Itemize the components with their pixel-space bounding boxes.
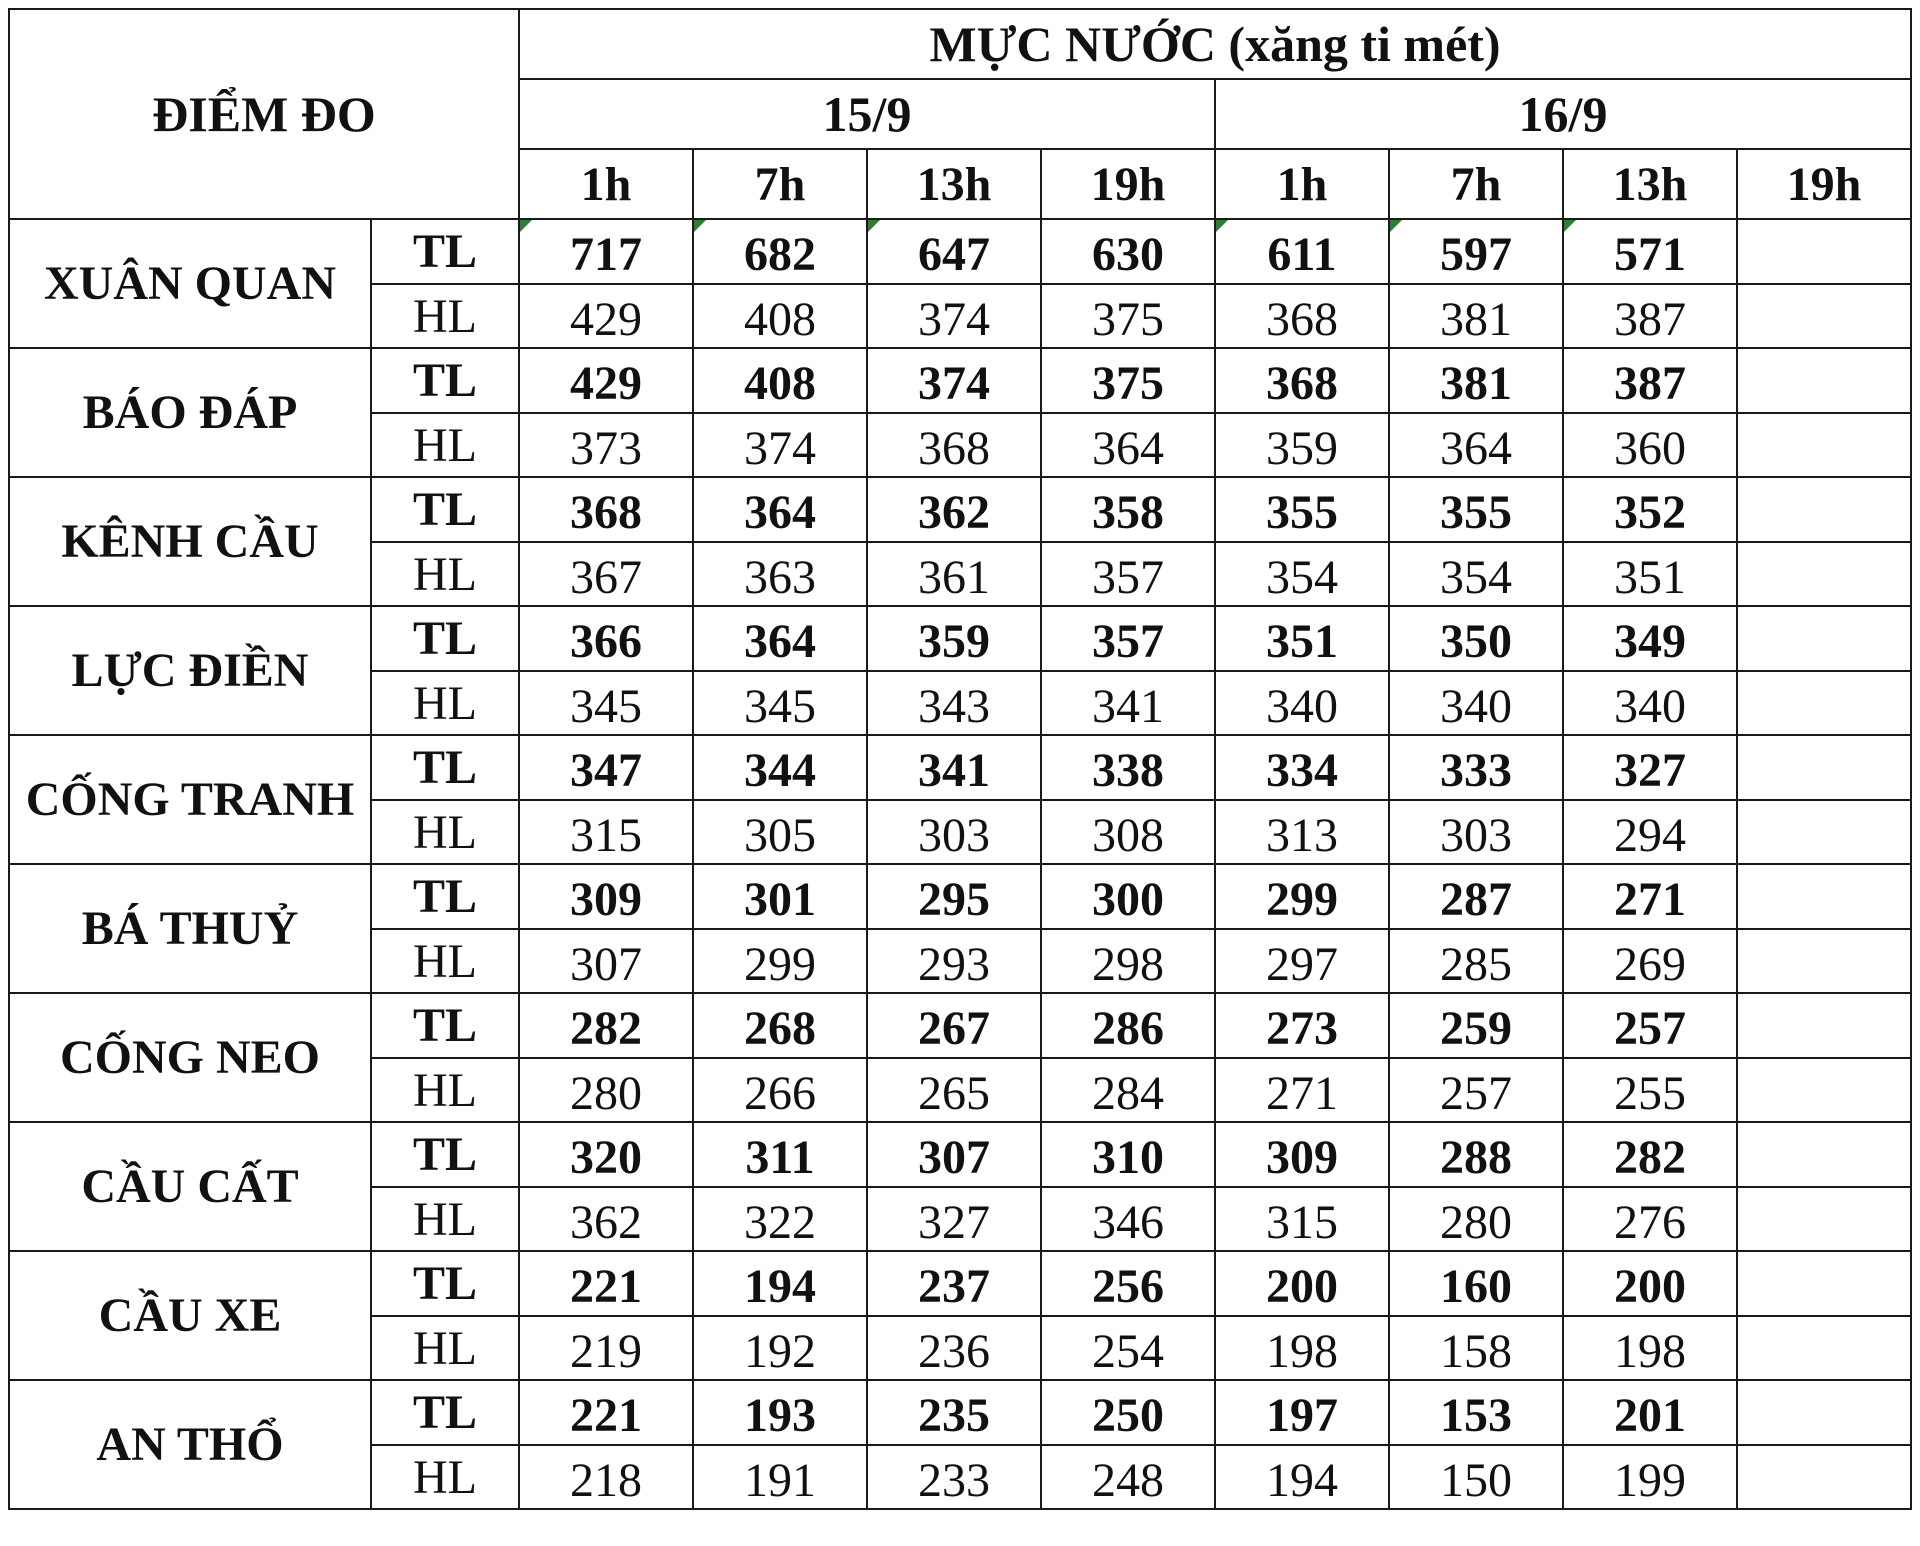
level-value: 193	[693, 1380, 867, 1445]
reading-type: TL	[371, 219, 519, 284]
level-value: 265	[867, 1058, 1041, 1122]
level-value: 374	[867, 284, 1041, 348]
station-name: BÁ THUỶ	[9, 864, 371, 993]
table-row	[9, 219, 1911, 284]
level-value: 199	[1563, 1445, 1737, 1509]
level-value: 362	[867, 477, 1041, 542]
level-value: 200	[1215, 1251, 1389, 1316]
reading-type: TL	[371, 735, 519, 800]
level-value: 271	[1563, 864, 1737, 929]
level-value: 611	[1215, 219, 1389, 284]
level-value: 194	[693, 1251, 867, 1316]
level-value: 282	[519, 993, 693, 1058]
level-value	[1737, 1122, 1911, 1187]
level-value	[1737, 1058, 1911, 1122]
level-value: 267	[867, 993, 1041, 1058]
level-value: 194	[1215, 1445, 1389, 1509]
level-value: 191	[693, 1445, 867, 1509]
level-value: 282	[1563, 1122, 1737, 1187]
level-value: 381	[1389, 348, 1563, 413]
hour-header: 1h	[519, 149, 693, 219]
level-value	[1737, 413, 1911, 477]
reading-type: HL	[371, 413, 519, 477]
point-header: ĐIỂM ĐO	[9, 9, 519, 219]
hour-header: 19h	[1041, 149, 1215, 219]
level-value: 293	[867, 929, 1041, 993]
level-value: 284	[1041, 1058, 1215, 1122]
level-value: 351	[1215, 606, 1389, 671]
level-value: 280	[519, 1058, 693, 1122]
table-row	[9, 606, 1911, 671]
level-value: 299	[1215, 864, 1389, 929]
level-value	[1737, 864, 1911, 929]
level-value: 352	[1563, 477, 1737, 542]
level-value: 375	[1041, 284, 1215, 348]
level-value: 429	[519, 348, 693, 413]
level-value: 357	[1041, 542, 1215, 606]
level-value: 237	[867, 1251, 1041, 1316]
level-value	[1737, 1251, 1911, 1316]
level-value	[1737, 542, 1911, 606]
level-value: 355	[1215, 477, 1389, 542]
water-level-header: MỰC NƯỚC (xăng ti mét)	[519, 9, 1911, 79]
level-value: 298	[1041, 929, 1215, 993]
level-value: 315	[1215, 1187, 1389, 1251]
reading-type: TL	[371, 477, 519, 542]
level-value: 367	[519, 542, 693, 606]
reading-type: TL	[371, 606, 519, 671]
level-value: 354	[1389, 542, 1563, 606]
level-value: 363	[693, 542, 867, 606]
level-value: 341	[867, 735, 1041, 800]
station-name: AN THỔ	[9, 1380, 371, 1509]
level-value	[1737, 284, 1911, 348]
level-value	[1737, 671, 1911, 735]
level-value: 571	[1563, 219, 1737, 284]
level-value: 266	[693, 1058, 867, 1122]
level-value: 307	[519, 929, 693, 993]
level-value: 257	[1563, 993, 1737, 1058]
level-value	[1737, 606, 1911, 671]
level-value: 297	[1215, 929, 1389, 993]
level-value: 368	[1215, 348, 1389, 413]
level-value: 364	[1041, 413, 1215, 477]
level-value: 408	[693, 348, 867, 413]
hour-header: 7h	[1389, 149, 1563, 219]
level-value: 354	[1215, 542, 1389, 606]
reading-type: TL	[371, 1251, 519, 1316]
level-value: 255	[1563, 1058, 1737, 1122]
level-value: 717	[519, 219, 693, 284]
level-value: 309	[519, 864, 693, 929]
table-row	[9, 1251, 1911, 1316]
level-value: 254	[1041, 1316, 1215, 1380]
level-value: 221	[519, 1380, 693, 1445]
level-value: 647	[867, 219, 1041, 284]
level-value: 287	[1389, 864, 1563, 929]
level-value	[1737, 1380, 1911, 1445]
level-value: 345	[693, 671, 867, 735]
level-value: 340	[1563, 671, 1737, 735]
hour-header: 7h	[693, 149, 867, 219]
level-value: 236	[867, 1316, 1041, 1380]
hour-header: 13h	[1563, 149, 1737, 219]
level-value	[1737, 1445, 1911, 1509]
level-value: 268	[693, 993, 867, 1058]
level-value: 158	[1389, 1316, 1563, 1380]
level-value	[1737, 735, 1911, 800]
station-name: LỰC ĐIỀN	[9, 606, 371, 735]
level-value: 295	[867, 864, 1041, 929]
level-value: 301	[693, 864, 867, 929]
level-value	[1737, 800, 1911, 864]
level-value: 309	[1215, 1122, 1389, 1187]
level-value: 347	[519, 735, 693, 800]
level-value: 299	[693, 929, 867, 993]
table-row	[9, 864, 1911, 929]
station-name: KÊNH CẦU	[9, 477, 371, 606]
level-value: 305	[693, 800, 867, 864]
hour-header: 19h	[1737, 149, 1911, 219]
level-value: 338	[1041, 735, 1215, 800]
level-value: 288	[1389, 1122, 1563, 1187]
level-value: 259	[1389, 993, 1563, 1058]
reading-type: HL	[371, 671, 519, 735]
level-value: 310	[1041, 1122, 1215, 1187]
level-value: 303	[1389, 800, 1563, 864]
hour-header: 1h	[1215, 149, 1389, 219]
level-value: 219	[519, 1316, 693, 1380]
reading-type: HL	[371, 800, 519, 864]
level-value: 322	[693, 1187, 867, 1251]
level-value: 192	[693, 1316, 867, 1380]
level-value: 340	[1389, 671, 1563, 735]
level-value: 359	[1215, 413, 1389, 477]
level-value: 408	[693, 284, 867, 348]
level-value: 373	[519, 413, 693, 477]
level-value: 344	[693, 735, 867, 800]
reading-type: TL	[371, 1380, 519, 1445]
level-value: 368	[1215, 284, 1389, 348]
level-value: 198	[1215, 1316, 1389, 1380]
level-value: 346	[1041, 1187, 1215, 1251]
level-value: 364	[693, 606, 867, 671]
reading-type: HL	[371, 1187, 519, 1251]
water-level-table	[8, 8, 1912, 1510]
level-value: 201	[1563, 1380, 1737, 1445]
reading-type: TL	[371, 864, 519, 929]
level-value: 362	[519, 1187, 693, 1251]
level-value: 597	[1389, 219, 1563, 284]
level-value: 327	[867, 1187, 1041, 1251]
reading-type: HL	[371, 1316, 519, 1380]
level-value: 375	[1041, 348, 1215, 413]
reading-type: HL	[371, 929, 519, 993]
level-value: 381	[1389, 284, 1563, 348]
level-value: 286	[1041, 993, 1215, 1058]
level-value: 429	[519, 284, 693, 348]
level-value: 364	[693, 477, 867, 542]
reading-type: TL	[371, 1122, 519, 1187]
level-value: 358	[1041, 477, 1215, 542]
level-value: 361	[867, 542, 1041, 606]
level-value: 360	[1563, 413, 1737, 477]
reading-type: TL	[371, 993, 519, 1058]
level-value: 364	[1389, 413, 1563, 477]
level-value: 320	[519, 1122, 693, 1187]
level-value	[1737, 348, 1911, 413]
level-value: 357	[1041, 606, 1215, 671]
table-row	[9, 993, 1911, 1058]
level-value: 221	[519, 1251, 693, 1316]
hour-header: 13h	[867, 149, 1041, 219]
station-name: CỐNG TRANH	[9, 735, 371, 864]
level-value: 197	[1215, 1380, 1389, 1445]
level-value: 351	[1563, 542, 1737, 606]
level-value: 359	[867, 606, 1041, 671]
level-value: 198	[1563, 1316, 1737, 1380]
level-value: 311	[693, 1122, 867, 1187]
date-header-1: 15/9	[519, 79, 1215, 149]
level-value: 350	[1389, 606, 1563, 671]
table-row	[9, 348, 1911, 413]
level-value: 368	[519, 477, 693, 542]
reading-type: HL	[371, 284, 519, 348]
level-value: 374	[693, 413, 867, 477]
level-value: 269	[1563, 929, 1737, 993]
level-value	[1737, 993, 1911, 1058]
station-name: XUÂN QUAN	[9, 219, 371, 348]
level-value: 355	[1389, 477, 1563, 542]
station-name: CẦU CẤT	[9, 1122, 371, 1251]
table-row	[9, 1380, 1911, 1445]
level-value: 235	[867, 1380, 1041, 1445]
level-value: 273	[1215, 993, 1389, 1058]
station-name: CẦU XE	[9, 1251, 371, 1380]
level-value: 327	[1563, 735, 1737, 800]
level-value: 387	[1563, 284, 1737, 348]
level-value: 276	[1563, 1187, 1737, 1251]
level-value: 333	[1389, 735, 1563, 800]
level-value: 285	[1389, 929, 1563, 993]
station-name: BÁO ĐÁP	[9, 348, 371, 477]
level-value: 233	[867, 1445, 1041, 1509]
level-value: 315	[519, 800, 693, 864]
level-value: 387	[1563, 348, 1737, 413]
level-value: 257	[1389, 1058, 1563, 1122]
level-value: 307	[867, 1122, 1041, 1187]
level-value: 374	[867, 348, 1041, 413]
level-value: 340	[1215, 671, 1389, 735]
level-value: 303	[867, 800, 1041, 864]
level-value: 334	[1215, 735, 1389, 800]
reading-type: HL	[371, 542, 519, 606]
level-value: 300	[1041, 864, 1215, 929]
level-value: 248	[1041, 1445, 1215, 1509]
date-header-2: 16/9	[1215, 79, 1911, 149]
level-value: 682	[693, 219, 867, 284]
reading-type: HL	[371, 1058, 519, 1122]
level-value: 366	[519, 606, 693, 671]
level-value: 150	[1389, 1445, 1563, 1509]
level-value: 313	[1215, 800, 1389, 864]
level-value: 271	[1215, 1058, 1389, 1122]
level-value: 160	[1389, 1251, 1563, 1316]
level-value: 200	[1563, 1251, 1737, 1316]
table-row	[9, 477, 1911, 542]
level-value	[1737, 219, 1911, 284]
level-value	[1737, 1316, 1911, 1380]
level-value: 341	[1041, 671, 1215, 735]
level-value: 218	[519, 1445, 693, 1509]
level-value	[1737, 929, 1911, 993]
reading-type: HL	[371, 1445, 519, 1509]
level-value: 250	[1041, 1380, 1215, 1445]
level-value: 630	[1041, 219, 1215, 284]
level-value	[1737, 477, 1911, 542]
table-row	[9, 735, 1911, 800]
level-value: 308	[1041, 800, 1215, 864]
level-value: 280	[1389, 1187, 1563, 1251]
reading-type: TL	[371, 348, 519, 413]
level-value: 153	[1389, 1380, 1563, 1445]
level-value: 349	[1563, 606, 1737, 671]
level-value	[1737, 1187, 1911, 1251]
level-value: 343	[867, 671, 1041, 735]
table-row	[9, 1122, 1911, 1187]
level-value: 345	[519, 671, 693, 735]
level-value: 294	[1563, 800, 1737, 864]
level-value: 256	[1041, 1251, 1215, 1316]
station-name: CỐNG NEO	[9, 993, 371, 1122]
level-value: 368	[867, 413, 1041, 477]
